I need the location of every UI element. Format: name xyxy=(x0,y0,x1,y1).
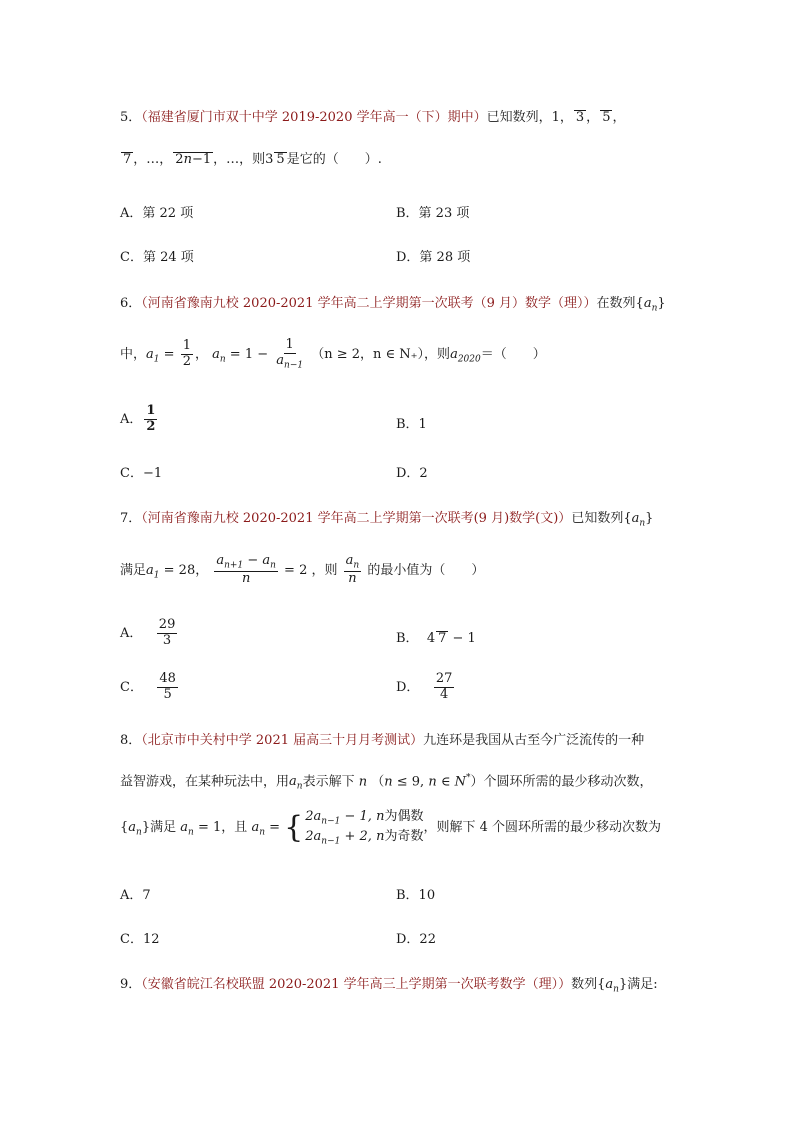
q5-source: （福建省厦门市双十中学 2019-2020 学年高一（下）期中） xyxy=(141,110,487,125)
q8-option-b[interactable]: B．10 xyxy=(396,888,436,903)
q6-line1: 6．（河南省豫南九校 2020-2021 学年高二上学期第一次联考（9 月）数学（理））在数列$\{a_n\}$ xyxy=(120,296,666,314)
q6-option-d[interactable]: D．2 xyxy=(396,466,428,481)
q5-option-b[interactable]: B．第 23 项 xyxy=(396,206,470,221)
q7-number: 7． xyxy=(120,511,142,526)
q8-line1: 8．（北京市中关村中学 2021 届高三十月月考测试）九连环是我国从古至今广泛流传的一种 xyxy=(120,733,645,748)
q6-number: 6． xyxy=(120,296,142,311)
q7-source: （河南省豫南九校 2020-2021 学年高二上学期第一次联考(9 月)数学(文)） xyxy=(141,511,572,526)
q9-number: 9． xyxy=(120,977,142,992)
q7-option-d[interactable]: D． $\frac{27}{4}$ xyxy=(396,671,453,702)
q8-line2: 益智游戏，在某种玩法中，用$a_n$表示解下 n （n ≤ 9, n ∈ N*）个圆环所需的最少移动次数， xyxy=(120,773,653,792)
q8-option-a[interactable]: A．7 xyxy=(120,888,151,903)
q8-option-d[interactable]: D．22 xyxy=(396,932,436,947)
q8-source: （北京市中关村中学 2021 届高三十月月考测试） xyxy=(141,733,424,748)
q9-source: （安徽省皖江名校联盟 2020-2021 学年高三上学期第一次联考数学（理）） xyxy=(141,977,572,992)
q5-option-a[interactable]: A．第 22 项 xyxy=(120,206,194,221)
q5-option-c[interactable]: C．第 24 项 xyxy=(120,250,194,265)
q7-line1: 7．（河南省豫南九校 2020-2021 学年高二上学期第一次联考(9 月)数学(文)）已知数列$\{a_n\}$ xyxy=(120,511,654,529)
q9-line1: 9．（安徽省皖江名校联盟 2020-2021 学年高三上学期第一次联考数学（理））数列$\{a_n\}$满足: xyxy=(120,977,658,995)
q5-number: 5． xyxy=(120,110,142,125)
q7-line2: 满足$a_1 = 28$， $\frac{a_{n+1} - a_n}{n}$ = 2 ，则 $\frac{a_n}{n}$ 的最小值为（ ） xyxy=(120,553,485,586)
q7-option-b[interactable]: B． 4 7 − 1 xyxy=(396,631,476,646)
q6-option-b[interactable]: B．1 xyxy=(396,417,427,432)
q6-option-c[interactable]: C．−1 xyxy=(120,466,163,481)
q7-option-a[interactable]: A． $\frac{29}{3}$ xyxy=(120,617,176,648)
q5-option-d[interactable]: D．第 28 项 xyxy=(396,250,471,265)
q6-line2: 中，$a_1$ = $\frac{1}{2}$ ， $a_n = 1$ − $\frac{1}{a_{n-1}}$ （n ≥ 2，n ∈ N₊），则$a_{2020}=$（ ） xyxy=(120,337,546,371)
q8-line3: $\{a_n\}$满足 $a_n = 1$，且 $a_n$ = { $2a_{n-1} - 1$, n为偶数 $2a_{n-1} + 2$, n为奇数 ，则解下 4 个圆环所需的最少移动次数为 xyxy=(120,809,662,847)
q7-option-c[interactable]: C． $\frac{48}{5}$ xyxy=(120,671,176,702)
q6-source: （河南省豫南九校 2020-2021 学年高二上学期第一次联考（9 月）数学（理）） xyxy=(141,296,597,311)
q5-line2: 7 ，…， 2n−1 ，…，则3 5 是它的（ ）. xyxy=(123,152,382,167)
q5-line1: 5．（福建省厦门市双十中学 2019-2020 学年高一（下）期中）已知数列，1， 3 ， 5 ， xyxy=(120,110,626,125)
q8-option-c[interactable]: C．12 xyxy=(120,932,160,947)
q6-option-a[interactable]: A． $\frac{1}{2}$ xyxy=(120,403,156,434)
q8-number: 8． xyxy=(120,733,142,748)
